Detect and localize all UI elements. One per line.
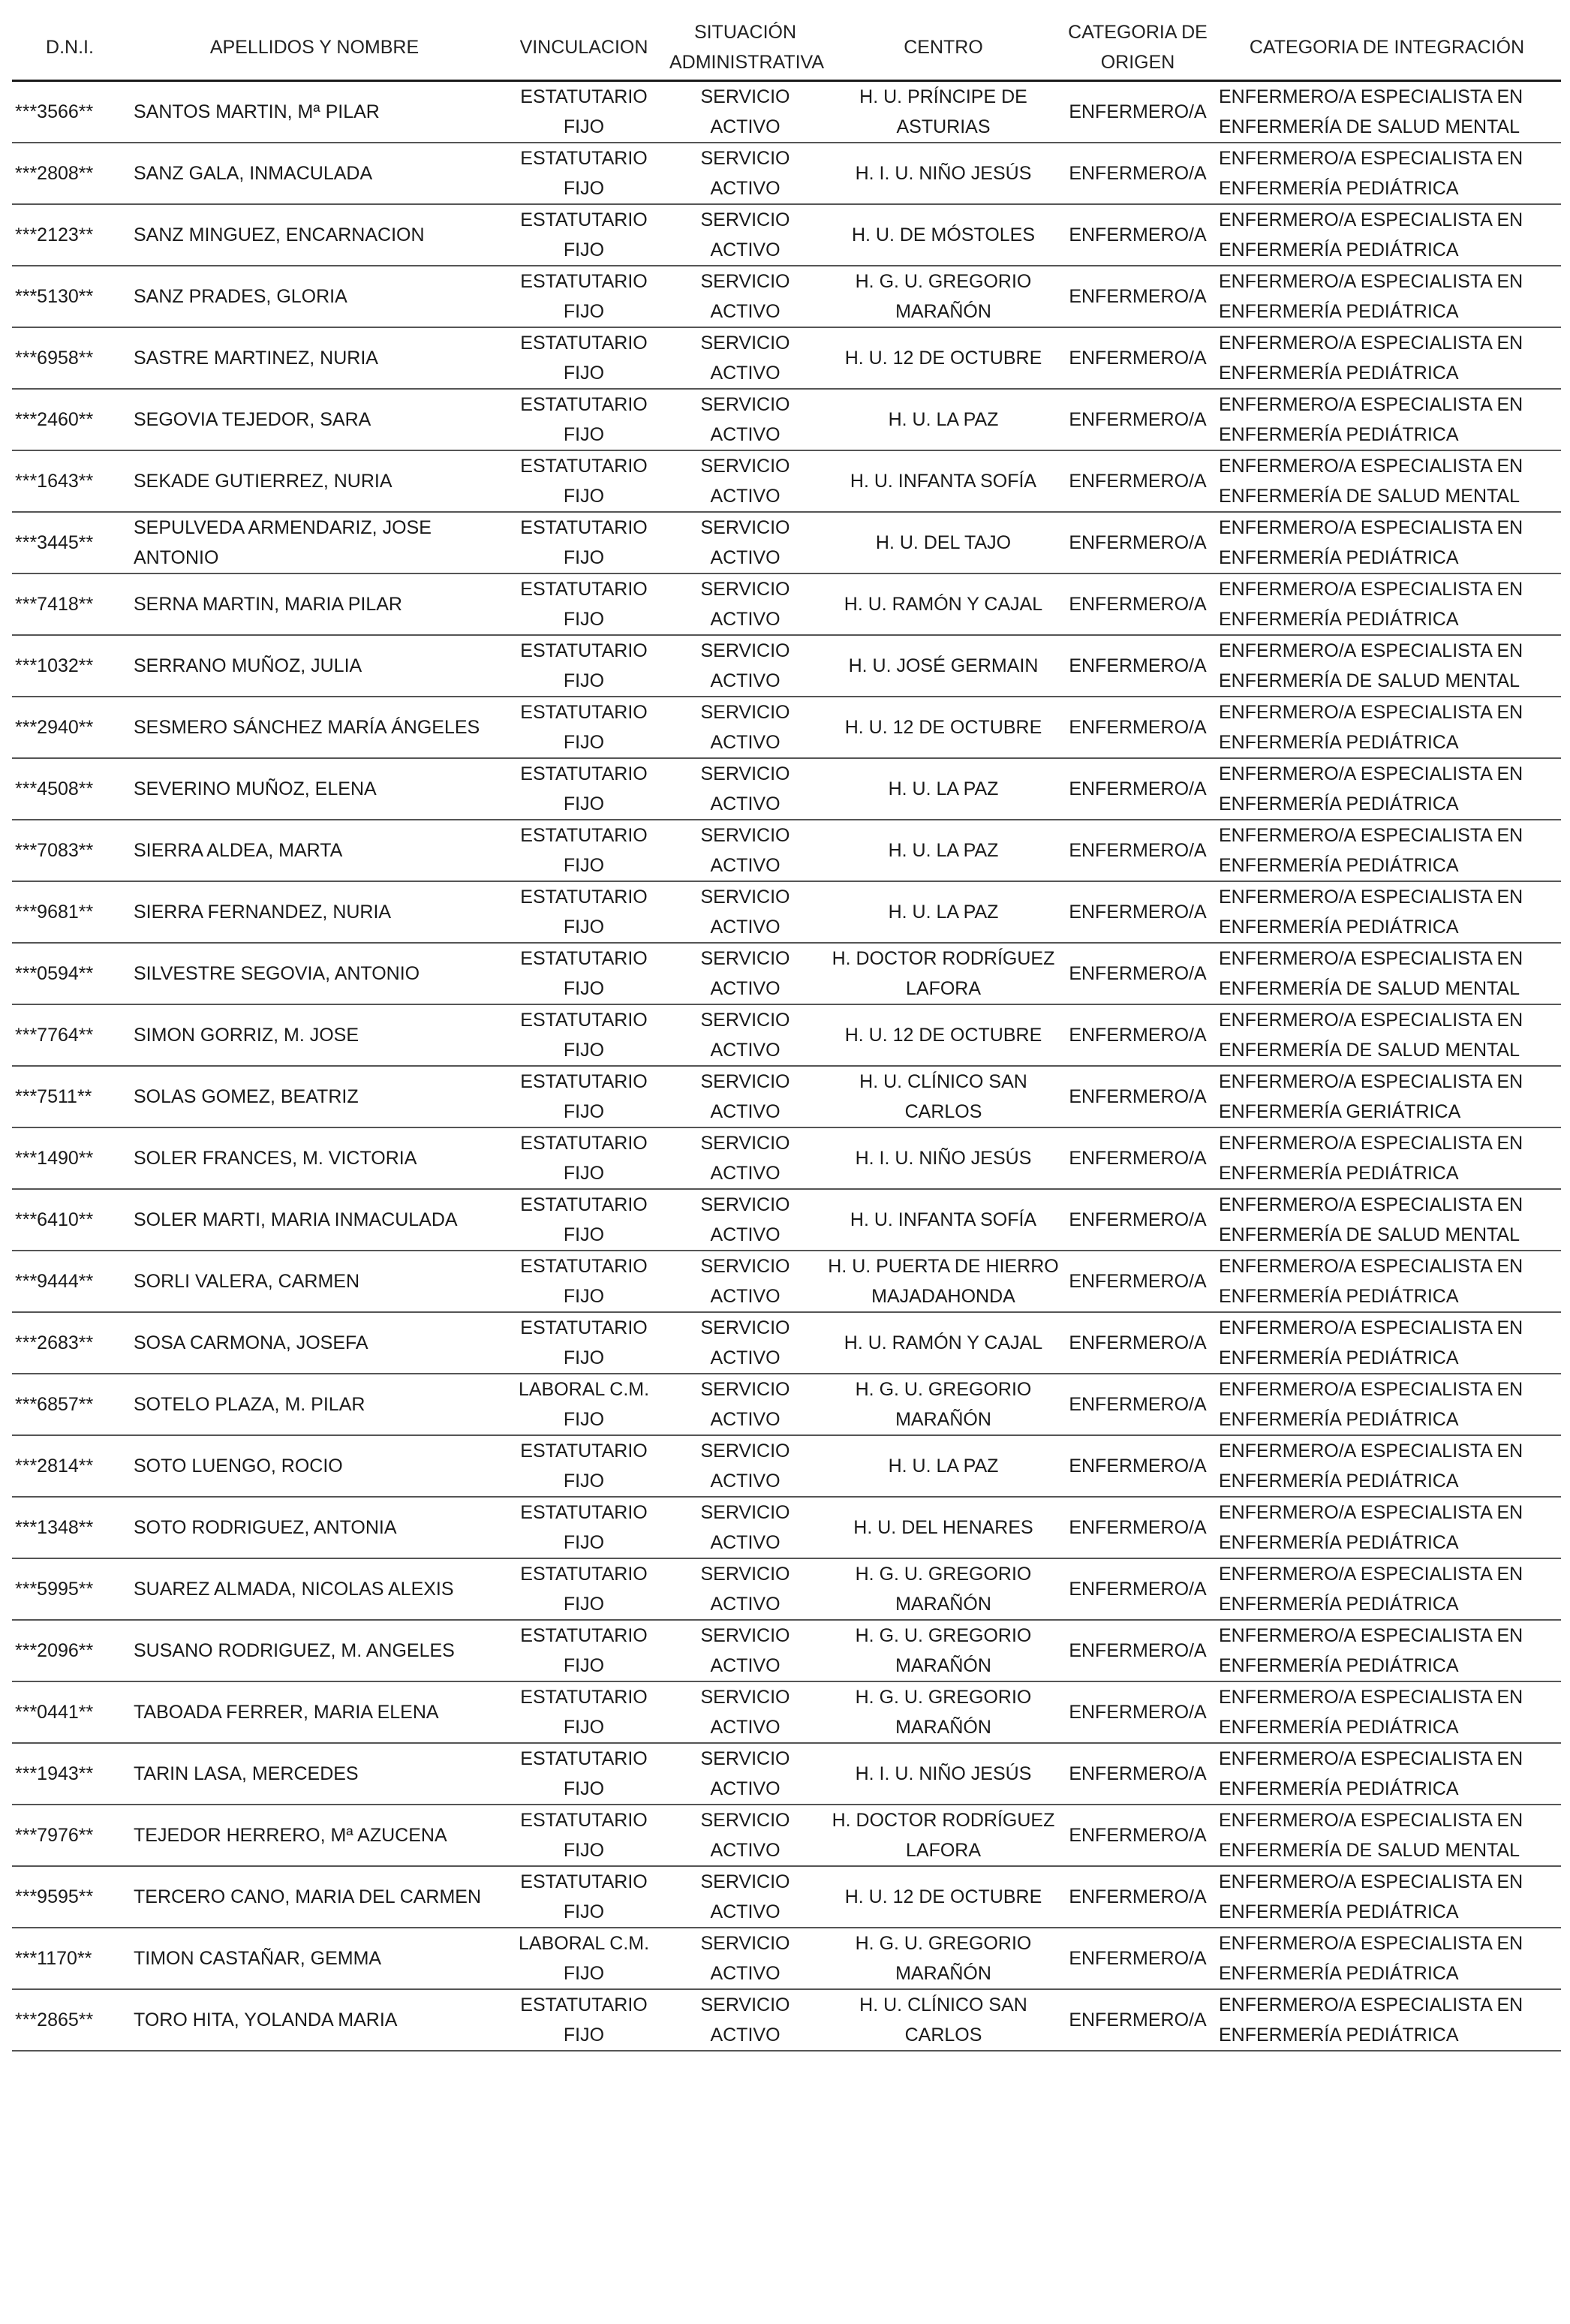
table-row xyxy=(12,1374,1561,1435)
cell-centro: H. I. U. NIÑO JESÚS xyxy=(824,143,1063,204)
cell-situacion: SERVICIO ACTIVO xyxy=(666,1805,824,1866)
cell-nombre: SERNA MARTIN, MARIA PILAR xyxy=(128,573,501,635)
cell-situacion: SERVICIO ACTIVO xyxy=(666,1743,824,1805)
cell-vinculacion: ESTATUTARIO FIJO xyxy=(501,820,666,881)
cell-dni: ***2808** xyxy=(12,143,128,204)
cell-origen: ENFERMERO/A xyxy=(1063,389,1213,450)
cell-integracion: ENFERMERO/A ESPECIALISTA EN ENFERMERÍA DE SALUD MENTAL xyxy=(1213,450,1561,512)
table-row xyxy=(12,1928,1561,1989)
table-row xyxy=(12,327,1561,389)
cell-origen: ENFERMERO/A xyxy=(1063,1681,1213,1743)
cell-dni: ***2460** xyxy=(12,389,128,450)
cell-integracion: ENFERMERO/A ESPECIALISTA EN ENFERMERÍA PEDIÁTRICA xyxy=(1213,1866,1561,1928)
cell-origen: ENFERMERO/A xyxy=(1063,1251,1213,1312)
cell-vinculacion: ESTATUTARIO FIJO xyxy=(501,1805,666,1866)
table-row xyxy=(12,820,1561,881)
cell-dni: ***2940** xyxy=(12,697,128,758)
cell-nombre: SOTO LUENGO, ROCIO xyxy=(128,1435,501,1497)
cell-origen: ENFERMERO/A xyxy=(1063,204,1213,266)
cell-origen: ENFERMERO/A xyxy=(1063,1497,1213,1558)
cell-centro: H. U. 12 DE OCTUBRE xyxy=(824,697,1063,758)
header-dni: D.N.I. xyxy=(12,15,128,81)
cell-integracion: ENFERMERO/A ESPECIALISTA EN ENFERMERÍA PEDIÁTRICA xyxy=(1213,1989,1561,2051)
cell-situacion: SERVICIO ACTIVO xyxy=(666,389,824,450)
cell-origen: ENFERMERO/A xyxy=(1063,1374,1213,1435)
cell-centro: H. U. DEL TAJO xyxy=(824,512,1063,573)
cell-nombre: TARIN LASA, MERCEDES xyxy=(128,1743,501,1805)
table-row xyxy=(12,1312,1561,1374)
cell-integracion: ENFERMERO/A ESPECIALISTA EN ENFERMERÍA PEDIÁTRICA xyxy=(1213,1743,1561,1805)
cell-origen: ENFERMERO/A xyxy=(1063,881,1213,943)
cell-situacion: SERVICIO ACTIVO xyxy=(666,1251,824,1312)
cell-dni: ***7511** xyxy=(12,1066,128,1127)
cell-origen: ENFERMERO/A xyxy=(1063,697,1213,758)
cell-dni: ***1032** xyxy=(12,635,128,697)
table-row xyxy=(12,1620,1561,1681)
cell-integracion: ENFERMERO/A ESPECIALISTA EN ENFERMERÍA DE SALUD MENTAL xyxy=(1213,943,1561,1004)
cell-nombre: SIMON GORRIZ, M. JOSE xyxy=(128,1004,501,1066)
cell-nombre: SANZ GALA, INMACULADA xyxy=(128,143,501,204)
cell-integracion: ENFERMERO/A ESPECIALISTA EN ENFERMERÍA DE SALUD MENTAL xyxy=(1213,1805,1561,1866)
cell-centro: H. U. LA PAZ xyxy=(824,389,1063,450)
cell-vinculacion: ESTATUTARIO FIJO xyxy=(501,143,666,204)
cell-integracion: ENFERMERO/A ESPECIALISTA EN ENFERMERÍA PEDIÁTRICA xyxy=(1213,1497,1561,1558)
cell-origen: ENFERMERO/A xyxy=(1063,573,1213,635)
cell-situacion: SERVICIO ACTIVO xyxy=(666,635,824,697)
cell-situacion: SERVICIO ACTIVO xyxy=(666,1989,824,2051)
cell-situacion: SERVICIO ACTIVO xyxy=(666,327,824,389)
cell-nombre: SANZ MINGUEZ, ENCARNACION xyxy=(128,204,501,266)
cell-integracion: ENFERMERO/A ESPECIALISTA EN ENFERMERÍA PEDIÁTRICA xyxy=(1213,1558,1561,1620)
cell-integracion: ENFERMERO/A ESPECIALISTA EN ENFERMERÍA PEDIÁTRICA xyxy=(1213,327,1561,389)
table-row xyxy=(12,881,1561,943)
cell-vinculacion: LABORAL C.M. FIJO xyxy=(501,1374,666,1435)
cell-dni: ***2683** xyxy=(12,1312,128,1374)
cell-vinculacion: ESTATUTARIO FIJO xyxy=(501,450,666,512)
cell-nombre: SOLAS GOMEZ, BEATRIZ xyxy=(128,1066,501,1127)
cell-vinculacion: ESTATUTARIO FIJO xyxy=(501,266,666,327)
cell-situacion: SERVICIO ACTIVO xyxy=(666,881,824,943)
cell-integracion: ENFERMERO/A ESPECIALISTA EN ENFERMERÍA PEDIÁTRICA xyxy=(1213,1681,1561,1743)
cell-dni: ***3566** xyxy=(12,81,128,143)
cell-nombre: SEVERINO MUÑOZ, ELENA xyxy=(128,758,501,820)
cell-centro: H. DOCTOR RODRÍGUEZ LAFORA xyxy=(824,943,1063,1004)
cell-nombre: SOTELO PLAZA, M. PILAR xyxy=(128,1374,501,1435)
cell-vinculacion: ESTATUTARIO FIJO xyxy=(501,1989,666,2051)
cell-nombre: SOLER FRANCES, M. VICTORIA xyxy=(128,1127,501,1189)
table-row xyxy=(12,512,1561,573)
cell-nombre: TIMON CASTAÑAR, GEMMA xyxy=(128,1928,501,1989)
cell-nombre: SORLI VALERA, CARMEN xyxy=(128,1251,501,1312)
table-row xyxy=(12,635,1561,697)
cell-centro: H. U. LA PAZ xyxy=(824,758,1063,820)
cell-origen: ENFERMERO/A xyxy=(1063,758,1213,820)
cell-situacion: SERVICIO ACTIVO xyxy=(666,1189,824,1251)
cell-dni: ***6410** xyxy=(12,1189,128,1251)
cell-centro: H. U. CLÍNICO SAN CARLOS xyxy=(824,1066,1063,1127)
cell-integracion: ENFERMERO/A ESPECIALISTA EN ENFERMERÍA PEDIÁTRICA xyxy=(1213,758,1561,820)
cell-nombre: SOLER MARTI, MARIA INMACULADA xyxy=(128,1189,501,1251)
cell-dni: ***2865** xyxy=(12,1989,128,2051)
cell-vinculacion: ESTATUTARIO FIJO xyxy=(501,1066,666,1127)
cell-situacion: SERVICIO ACTIVO xyxy=(666,1374,824,1435)
cell-vinculacion: ESTATUTARIO FIJO xyxy=(501,635,666,697)
cell-vinculacion: ESTATUTARIO FIJO xyxy=(501,1743,666,1805)
cell-nombre: TEJEDOR HERRERO, Mª AZUCENA xyxy=(128,1805,501,1866)
cell-situacion: SERVICIO ACTIVO xyxy=(666,1066,824,1127)
header-row xyxy=(12,15,1561,81)
cell-nombre: TERCERO CANO, MARIA DEL CARMEN xyxy=(128,1866,501,1928)
table-row xyxy=(12,943,1561,1004)
cell-integracion: ENFERMERO/A ESPECIALISTA EN ENFERMERÍA DE SALUD MENTAL xyxy=(1213,81,1561,143)
cell-dni: ***7976** xyxy=(12,1805,128,1866)
cell-integracion: ENFERMERO/A ESPECIALISTA EN ENFERMERÍA PEDIÁTRICA xyxy=(1213,1620,1561,1681)
cell-centro: H. U. LA PAZ xyxy=(824,881,1063,943)
table-row xyxy=(12,573,1561,635)
table-row xyxy=(12,1127,1561,1189)
cell-origen: ENFERMERO/A xyxy=(1063,450,1213,512)
table-body xyxy=(12,81,1561,2052)
cell-nombre: SILVESTRE SEGOVIA, ANTONIO xyxy=(128,943,501,1004)
cell-nombre: SEPULVEDA ARMENDARIZ, JOSE ANTONIO xyxy=(128,512,501,573)
table-row xyxy=(12,1066,1561,1127)
cell-situacion: SERVICIO ACTIVO xyxy=(666,204,824,266)
cell-situacion: SERVICIO ACTIVO xyxy=(666,1558,824,1620)
cell-nombre: SEGOVIA TEJEDOR, SARA xyxy=(128,389,501,450)
cell-origen: ENFERMERO/A xyxy=(1063,1866,1213,1928)
cell-integracion: ENFERMERO/A ESPECIALISTA EN ENFERMERÍA DE SALUD MENTAL xyxy=(1213,1189,1561,1251)
cell-dni: ***2096** xyxy=(12,1620,128,1681)
cell-vinculacion: ESTATUTARIO FIJO xyxy=(501,1435,666,1497)
cell-integracion: ENFERMERO/A ESPECIALISTA EN ENFERMERÍA PEDIÁTRICA xyxy=(1213,1312,1561,1374)
cell-centro: H. U. DEL HENARES xyxy=(824,1497,1063,1558)
cell-situacion: SERVICIO ACTIVO xyxy=(666,1004,824,1066)
cell-centro: H. U. INFANTA SOFÍA xyxy=(824,450,1063,512)
cell-nombre: SASTRE MARTINEZ, NURIA xyxy=(128,327,501,389)
cell-centro: H. U. PRÍNCIPE DE ASTURIAS xyxy=(824,81,1063,143)
table-row xyxy=(12,143,1561,204)
cell-centro: H. U. CLÍNICO SAN CARLOS xyxy=(824,1989,1063,2051)
cell-integracion: ENFERMERO/A ESPECIALISTA EN ENFERMERÍA PEDIÁTRICA xyxy=(1213,1928,1561,1989)
cell-nombre: SUSANO RODRIGUEZ, M. ANGELES xyxy=(128,1620,501,1681)
cell-situacion: SERVICIO ACTIVO xyxy=(666,450,824,512)
cell-vinculacion: ESTATUTARIO FIJO xyxy=(501,204,666,266)
cell-dni: ***5995** xyxy=(12,1558,128,1620)
cell-centro: H. U. PUERTA DE HIERRO MAJADAHONDA xyxy=(824,1251,1063,1312)
cell-centro: H. U. JOSÉ GERMAIN xyxy=(824,635,1063,697)
cell-nombre: SUAREZ ALMADA, NICOLAS ALEXIS xyxy=(128,1558,501,1620)
cell-centro: H. I. U. NIÑO JESÚS xyxy=(824,1127,1063,1189)
cell-vinculacion: ESTATUTARIO FIJO xyxy=(501,389,666,450)
cell-dni: ***0441** xyxy=(12,1681,128,1743)
cell-integracion: ENFERMERO/A ESPECIALISTA EN ENFERMERÍA PEDIÁTRICA xyxy=(1213,143,1561,204)
cell-dni: ***7418** xyxy=(12,573,128,635)
cell-origen: ENFERMERO/A xyxy=(1063,1435,1213,1497)
cell-nombre: SESMERO SÁNCHEZ MARÍA ÁNGELES xyxy=(128,697,501,758)
cell-integracion: ENFERMERO/A ESPECIALISTA EN ENFERMERÍA DE SALUD MENTAL xyxy=(1213,1004,1561,1066)
cell-centro: H. G. U. GREGORIO MARAÑÓN xyxy=(824,1558,1063,1620)
cell-vinculacion: ESTATUTARIO FIJO xyxy=(501,81,666,143)
cell-origen: ENFERMERO/A xyxy=(1063,81,1213,143)
cell-vinculacion: ESTATUTARIO FIJO xyxy=(501,943,666,1004)
cell-centro: H. U. DE MÓSTOLES xyxy=(824,204,1063,266)
cell-origen: ENFERMERO/A xyxy=(1063,1620,1213,1681)
table-row xyxy=(12,389,1561,450)
table-row xyxy=(12,1497,1561,1558)
cell-origen: ENFERMERO/A xyxy=(1063,1743,1213,1805)
cell-nombre: SOSA CARMONA, JOSEFA xyxy=(128,1312,501,1374)
cell-dni: ***1490** xyxy=(12,1127,128,1189)
cell-situacion: SERVICIO ACTIVO xyxy=(666,143,824,204)
table-row xyxy=(12,1004,1561,1066)
cell-origen: ENFERMERO/A xyxy=(1063,943,1213,1004)
cell-integracion: ENFERMERO/A ESPECIALISTA EN ENFERMERÍA PEDIÁTRICA xyxy=(1213,1251,1561,1312)
cell-vinculacion: ESTATUTARIO FIJO xyxy=(501,1497,666,1558)
table-row xyxy=(12,81,1561,143)
cell-centro: H. G. U. GREGORIO MARAÑÓN xyxy=(824,1374,1063,1435)
cell-centro: H. G. U. GREGORIO MARAÑÓN xyxy=(824,1928,1063,1989)
cell-dni: ***9681** xyxy=(12,881,128,943)
cell-situacion: SERVICIO ACTIVO xyxy=(666,1620,824,1681)
header-vinculacion: VINCULACION xyxy=(501,15,666,81)
cell-nombre: SEKADE GUTIERREZ, NURIA xyxy=(128,450,501,512)
cell-dni: ***2123** xyxy=(12,204,128,266)
table-row xyxy=(12,1558,1561,1620)
cell-situacion: SERVICIO ACTIVO xyxy=(666,512,824,573)
cell-integracion: ENFERMERO/A ESPECIALISTA EN ENFERMERÍA PEDIÁTRICA xyxy=(1213,820,1561,881)
header-origen: CATEGORIA DE ORIGEN xyxy=(1063,15,1213,81)
cell-centro: H. U. 12 DE OCTUBRE xyxy=(824,327,1063,389)
cell-situacion: SERVICIO ACTIVO xyxy=(666,1497,824,1558)
cell-dni: ***1170** xyxy=(12,1928,128,1989)
cell-vinculacion: ESTATUTARIO FIJO xyxy=(501,697,666,758)
cell-nombre: SIERRA FERNANDEZ, NURIA xyxy=(128,881,501,943)
cell-situacion: SERVICIO ACTIVO xyxy=(666,1866,824,1928)
cell-origen: ENFERMERO/A xyxy=(1063,635,1213,697)
table-row xyxy=(12,697,1561,758)
cell-vinculacion: ESTATUTARIO FIJO xyxy=(501,1681,666,1743)
cell-situacion: SERVICIO ACTIVO xyxy=(666,697,824,758)
cell-vinculacion: ESTATUTARIO FIJO xyxy=(501,1558,666,1620)
header-integracion: CATEGORIA DE INTEGRACIÓN xyxy=(1213,15,1561,81)
cell-origen: ENFERMERO/A xyxy=(1063,143,1213,204)
cell-dni: ***1943** xyxy=(12,1743,128,1805)
cell-centro: H. U. RAMÓN Y CAJAL xyxy=(824,1312,1063,1374)
table-row xyxy=(12,758,1561,820)
cell-centro: H. U. INFANTA SOFÍA xyxy=(824,1189,1063,1251)
cell-origen: ENFERMERO/A xyxy=(1063,1066,1213,1127)
cell-centro: H. U. 12 DE OCTUBRE xyxy=(824,1866,1063,1928)
cell-vinculacion: ESTATUTARIO FIJO xyxy=(501,512,666,573)
cell-origen: ENFERMERO/A xyxy=(1063,1189,1213,1251)
cell-vinculacion: ESTATUTARIO FIJO xyxy=(501,1312,666,1374)
cell-origen: ENFERMERO/A xyxy=(1063,1127,1213,1189)
cell-integracion: ENFERMERO/A ESPECIALISTA EN ENFERMERÍA PEDIÁTRICA xyxy=(1213,512,1561,573)
cell-situacion: SERVICIO ACTIVO xyxy=(666,81,824,143)
cell-nombre: TORO HITA, YOLANDA MARIA xyxy=(128,1989,501,2051)
cell-vinculacion: ESTATUTARIO FIJO xyxy=(501,1251,666,1312)
cell-integracion: ENFERMERO/A ESPECIALISTA EN ENFERMERÍA PEDIÁTRICA xyxy=(1213,266,1561,327)
cell-integracion: ENFERMERO/A ESPECIALISTA EN ENFERMERÍA PEDIÁTRICA xyxy=(1213,1435,1561,1497)
cell-nombre: SANZ PRADES, GLORIA xyxy=(128,266,501,327)
cell-dni: ***1348** xyxy=(12,1497,128,1558)
table-row xyxy=(12,1681,1561,1743)
cell-dni: ***3445** xyxy=(12,512,128,573)
integration-table xyxy=(12,15,1561,2052)
cell-nombre: TABOADA FERRER, MARIA ELENA xyxy=(128,1681,501,1743)
cell-dni: ***9444** xyxy=(12,1251,128,1312)
cell-centro: H. U. LA PAZ xyxy=(824,820,1063,881)
cell-situacion: SERVICIO ACTIVO xyxy=(666,1681,824,1743)
cell-vinculacion: ESTATUTARIO FIJO xyxy=(501,1004,666,1066)
cell-situacion: SERVICIO ACTIVO xyxy=(666,1435,824,1497)
cell-vinculacion: ESTATUTARIO FIJO xyxy=(501,1620,666,1681)
cell-situacion: SERVICIO ACTIVO xyxy=(666,1928,824,1989)
cell-nombre: SANTOS MARTIN, Mª PILAR xyxy=(128,81,501,143)
cell-nombre: SIERRA ALDEA, MARTA xyxy=(128,820,501,881)
cell-centro: H. DOCTOR RODRÍGUEZ LAFORA xyxy=(824,1805,1063,1866)
cell-centro: H. G. U. GREGORIO MARAÑÓN xyxy=(824,266,1063,327)
cell-origen: ENFERMERO/A xyxy=(1063,820,1213,881)
cell-situacion: SERVICIO ACTIVO xyxy=(666,758,824,820)
cell-dni: ***6958** xyxy=(12,327,128,389)
table-row xyxy=(12,1743,1561,1805)
cell-centro: H. G. U. GREGORIO MARAÑÓN xyxy=(824,1681,1063,1743)
cell-dni: ***7764** xyxy=(12,1004,128,1066)
table-row xyxy=(12,1189,1561,1251)
cell-centro: H. G. U. GREGORIO MARAÑÓN xyxy=(824,1620,1063,1681)
cell-situacion: SERVICIO ACTIVO xyxy=(666,1127,824,1189)
cell-origen: ENFERMERO/A xyxy=(1063,1805,1213,1866)
cell-nombre: SERRANO MUÑOZ, JULIA xyxy=(128,635,501,697)
cell-dni: ***4508** xyxy=(12,758,128,820)
cell-situacion: SERVICIO ACTIVO xyxy=(666,943,824,1004)
table-row xyxy=(12,1251,1561,1312)
cell-integracion: ENFERMERO/A ESPECIALISTA EN ENFERMERÍA GERIÁTRICA xyxy=(1213,1066,1561,1127)
cell-situacion: SERVICIO ACTIVO xyxy=(666,820,824,881)
cell-situacion: SERVICIO ACTIVO xyxy=(666,266,824,327)
cell-integracion: ENFERMERO/A ESPECIALISTA EN ENFERMERÍA PEDIÁTRICA xyxy=(1213,1374,1561,1435)
header-centro: CENTRO xyxy=(824,15,1063,81)
cell-origen: ENFERMERO/A xyxy=(1063,327,1213,389)
cell-integracion: ENFERMERO/A ESPECIALISTA EN ENFERMERÍA PEDIÁTRICA xyxy=(1213,881,1561,943)
cell-integracion: ENFERMERO/A ESPECIALISTA EN ENFERMERÍA DE SALUD MENTAL xyxy=(1213,635,1561,697)
table-row xyxy=(12,450,1561,512)
cell-origen: ENFERMERO/A xyxy=(1063,1558,1213,1620)
cell-centro: H. U. LA PAZ xyxy=(824,1435,1063,1497)
cell-dni: ***7083** xyxy=(12,820,128,881)
table-row xyxy=(12,1435,1561,1497)
cell-integracion: ENFERMERO/A ESPECIALISTA EN ENFERMERÍA PEDIÁTRICA xyxy=(1213,697,1561,758)
cell-vinculacion: ESTATUTARIO FIJO xyxy=(501,881,666,943)
cell-vinculacion: ESTATUTARIO FIJO xyxy=(501,1127,666,1189)
listing-sheet xyxy=(12,15,1561,2052)
cell-origen: ENFERMERO/A xyxy=(1063,1928,1213,1989)
cell-vinculacion: ESTATUTARIO FIJO xyxy=(501,758,666,820)
cell-centro: H. U. 12 DE OCTUBRE xyxy=(824,1004,1063,1066)
cell-dni: ***9595** xyxy=(12,1866,128,1928)
table-row xyxy=(12,266,1561,327)
table-row xyxy=(12,1805,1561,1866)
cell-integracion: ENFERMERO/A ESPECIALISTA EN ENFERMERÍA PEDIÁTRICA xyxy=(1213,204,1561,266)
table-row xyxy=(12,1989,1561,2051)
cell-vinculacion: ESTATUTARIO FIJO xyxy=(501,573,666,635)
cell-vinculacion: ESTATUTARIO FIJO xyxy=(501,1866,666,1928)
table-row xyxy=(12,204,1561,266)
cell-origen: ENFERMERO/A xyxy=(1063,1004,1213,1066)
table-row xyxy=(12,1866,1561,1928)
cell-vinculacion: LABORAL C.M. FIJO xyxy=(501,1928,666,1989)
cell-centro: H. U. RAMÓN Y CAJAL xyxy=(824,573,1063,635)
cell-situacion: SERVICIO ACTIVO xyxy=(666,1312,824,1374)
cell-situacion: SERVICIO ACTIVO xyxy=(666,573,824,635)
cell-origen: ENFERMERO/A xyxy=(1063,1312,1213,1374)
cell-dni: ***2814** xyxy=(12,1435,128,1497)
cell-dni: ***0594** xyxy=(12,943,128,1004)
cell-dni: ***6857** xyxy=(12,1374,128,1435)
cell-integracion: ENFERMERO/A ESPECIALISTA EN ENFERMERÍA PEDIÁTRICA xyxy=(1213,1127,1561,1189)
cell-integracion: ENFERMERO/A ESPECIALISTA EN ENFERMERÍA PEDIÁTRICA xyxy=(1213,389,1561,450)
cell-origen: ENFERMERO/A xyxy=(1063,266,1213,327)
cell-integracion: ENFERMERO/A ESPECIALISTA EN ENFERMERÍA PEDIÁTRICA xyxy=(1213,573,1561,635)
cell-origen: ENFERMERO/A xyxy=(1063,512,1213,573)
cell-dni: ***1643** xyxy=(12,450,128,512)
cell-vinculacion: ESTATUTARIO FIJO xyxy=(501,327,666,389)
cell-vinculacion: ESTATUTARIO FIJO xyxy=(501,1189,666,1251)
cell-origen: ENFERMERO/A xyxy=(1063,1989,1213,2051)
cell-nombre: SOTO RODRIGUEZ, ANTONIA xyxy=(128,1497,501,1558)
cell-dni: ***5130** xyxy=(12,266,128,327)
cell-centro: H. I. U. NIÑO JESÚS xyxy=(824,1743,1063,1805)
header-situacion: SITUACIÓN ADMINISTRATIVA xyxy=(666,15,824,81)
header-nombre: APELLIDOS Y NOMBRE xyxy=(128,15,501,81)
